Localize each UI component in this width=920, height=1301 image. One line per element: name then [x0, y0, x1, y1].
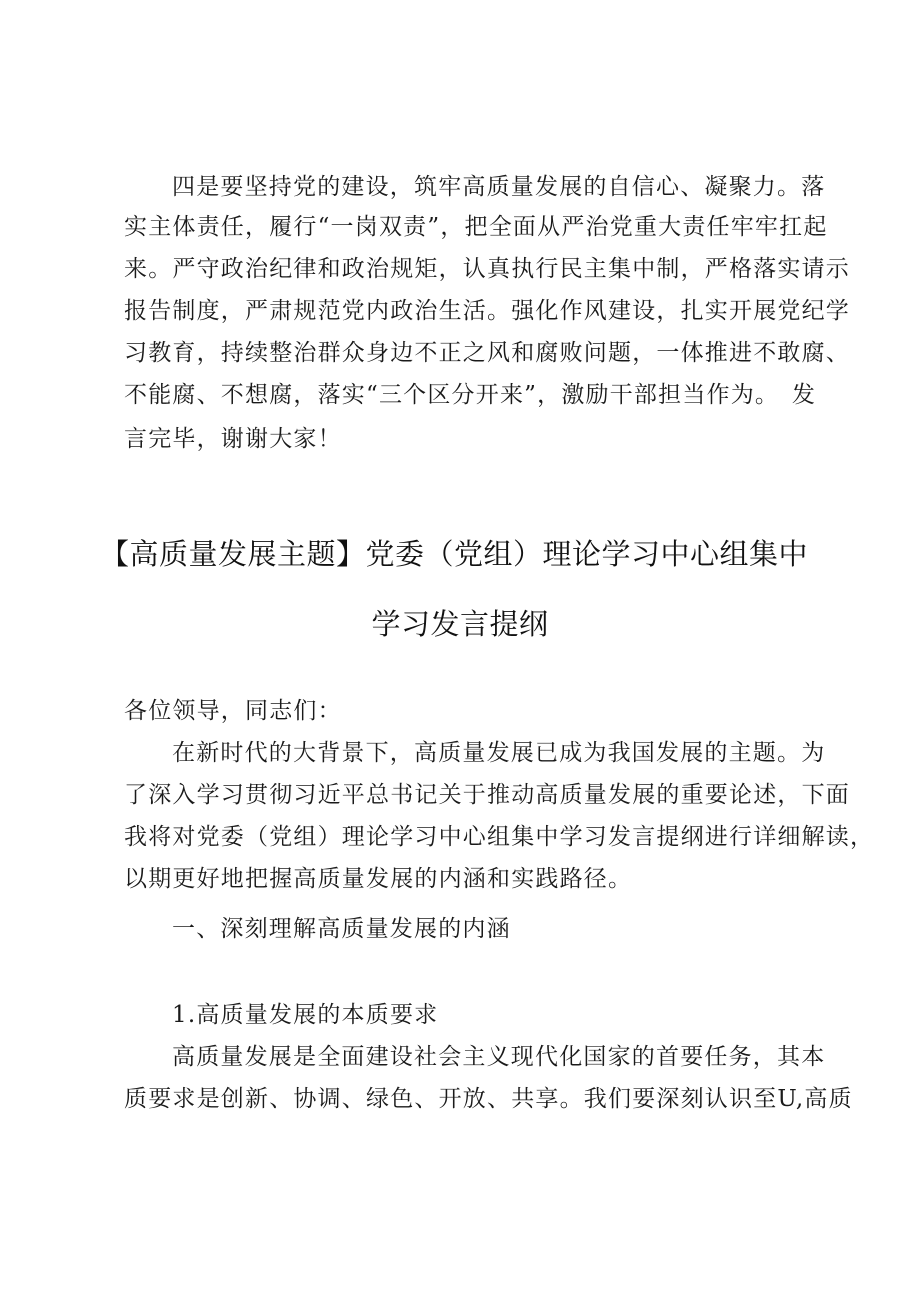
subsection-1-line-1: 高质量发展是全面建设社会主义现代化国家的首要任务，其本 — [172, 1044, 826, 1070]
salutation: 各位领导，同志们： — [124, 698, 342, 724]
subsection-1-heading: 1.高质量发展的本质要求 — [172, 1002, 439, 1028]
intro-line-4: 以期更好地把握高质量发展的内涵和实践路径。 — [124, 866, 633, 892]
subsection-1-line-2: 质要求是创新、协调、绿色、开放、共享。我们要深刻认识至U,高质 — [124, 1086, 853, 1112]
intro-line-1: 在新时代的大背景下，高质量发展已成为我国发展的主题。为 — [172, 740, 826, 766]
prev-line-6: 不能腐、不想腐，落实“三个区分开来”，激励干部担当作为。 发 — [124, 382, 817, 408]
intro-line-2: 了深入学习贯彻习近平总书记关于推动高质量发展的重要论述，下面 — [124, 782, 850, 808]
intro-line-3: 我将对党委（党组）理论学习中心组集中学习发言提纲进行详细解读， — [124, 824, 875, 850]
document-title-line-2: 学习发言提纲 — [371, 607, 549, 641]
prev-line-5: 习教育，持续整治群众身边不正之风和腐败问题，一体推进不敢腐、 — [124, 340, 850, 366]
prev-line-7: 言完毕，谢谢大家！ — [124, 426, 342, 452]
prev-line-1: 四是要坚持党的建设，筑牢高质量发展的自信心、凝聚力。落 — [172, 174, 826, 200]
prev-line-2: 实主体责任，履行“一岗双责”，把全面从严治党重大责任牢牢扛起 — [124, 214, 828, 240]
prev-line-3: 来。严守政治纪律和政治规矩，认真执行民主集中制，严格落实请示 — [124, 256, 850, 282]
document-title-line-1: 【高质量发展主题】党委（党组）理论学习中心组集中 — [99, 537, 808, 571]
section-1-heading: 一、深刻理解高质量发展的内涵 — [172, 916, 511, 942]
prev-line-4: 报告制度，严肃规范党内政治生活。强化作风建设，扎实开展党纪学 — [124, 298, 850, 324]
